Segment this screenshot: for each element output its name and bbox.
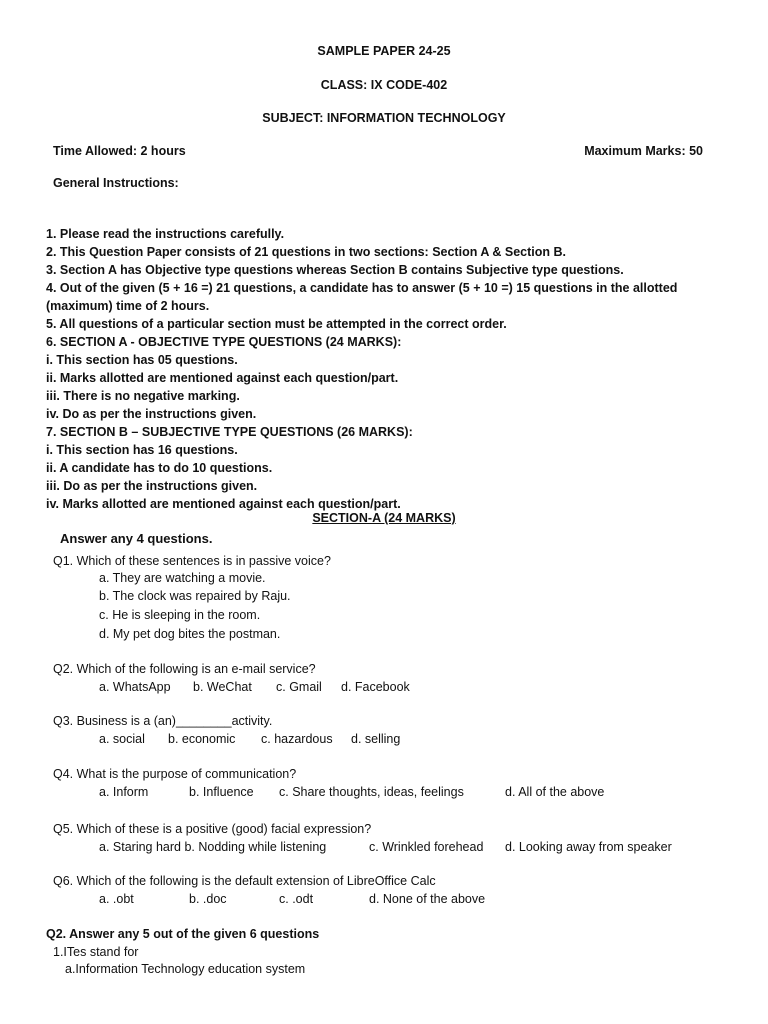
q2-option-d: d. Facebook: [341, 680, 410, 694]
question-3: Q3. Business is a (an)________activity.: [53, 714, 273, 728]
q3-option-b: b. economic: [168, 732, 236, 746]
instruction-line: (maximum) time of 2 hours.: [46, 299, 210, 313]
q4-option-c: c. Share thoughts, ideas, feelings: [279, 785, 464, 799]
instruction-line: 6. SECTION A - OBJECTIVE TYPE QUESTIONS (24 MARKS):: [46, 335, 402, 349]
time-allowed: Time Allowed: 2 hours: [53, 144, 186, 158]
q4-option-d: d. All of the above: [505, 785, 605, 799]
q3-option-d: d. selling: [351, 732, 401, 746]
q1-option-d: d. My pet dog bites the postman.: [99, 627, 281, 641]
answer-any-instruction: Answer any 4 questions.: [60, 531, 213, 546]
q4-option-b: b. Influence: [189, 785, 254, 799]
q5-option-d: d. Looking away from speaker: [505, 840, 672, 854]
q6-option-c: c. .odt: [279, 892, 314, 906]
paper-title: SAMPLE PAPER 24-25: [317, 44, 451, 58]
q2-option-a: a. WhatsApp: [99, 680, 171, 694]
question-2: Q2. Which of the following is an e-mail service?: [53, 662, 316, 676]
instruction-line: iii. There is no negative marking.: [46, 389, 240, 403]
instruction-line: i. This section has 16 questions.: [46, 443, 238, 457]
q1-option-c: c. He is sleeping in the room.: [99, 608, 261, 622]
class-code: CLASS: IX CODE-402: [320, 78, 448, 92]
q2-section-heading: Q2. Answer any 5 out of the given 6 questions: [46, 927, 320, 941]
instruction-line: iii. Do as per the instructions given.: [46, 479, 258, 493]
q2-sub-question-1: 1.ITes stand for: [53, 945, 139, 959]
q3-option-a: a. social: [99, 732, 145, 746]
question-5: Q5. Which of these is a positive (good) facial expression?: [53, 822, 372, 836]
q6-option-b: b. .doc: [189, 892, 227, 906]
instruction-line: 3. Section A has Objective type questions whereas Section B contains Subjective type questions.: [46, 263, 624, 277]
q4-option-a: a. Inform: [99, 785, 149, 799]
q3-option-c: c. hazardous: [261, 732, 333, 746]
q5-option-c: c. Wrinkled forehead: [369, 840, 484, 854]
instruction-line: 1. Please read the instructions carefully.: [46, 227, 285, 241]
q2-sub-question-1-option-a: a.Information Technology education system: [65, 962, 306, 976]
instruction-line: 4. Out of the given (5 + 16 =) 21 questions, a candidate has to answer (5 + 10 =) 15 questions in the allotted: [46, 281, 678, 295]
q1-option-b: b. The clock was repaired by Raju.: [99, 589, 291, 603]
q1-option-a: a. They are watching a movie.: [99, 571, 266, 585]
q6-option-a: a. .obt: [99, 892, 134, 906]
question-6: Q6. Which of the following is the default extension of LibreOffice Calc: [53, 874, 436, 888]
subject: SUBJECT: INFORMATION TECHNOLOGY: [262, 111, 506, 125]
maximum-marks: Maximum Marks: 50: [584, 144, 703, 158]
instruction-line: ii. A candidate has to do 10 questions.: [46, 461, 273, 475]
general-instructions-label: General Instructions:: [53, 176, 179, 190]
q5-options-a-b: a. Staring hard b. Nodding while listening: [99, 840, 327, 854]
instruction-line: 7. SECTION B – SUBJECTIVE TYPE QUESTIONS (26 MARKS):: [46, 425, 413, 439]
q6-option-d: d. None of the above: [369, 892, 486, 906]
instruction-line: i. This section has 05 questions.: [46, 353, 238, 367]
instruction-line: iv. Marks allotted are mentioned against each question/part.: [46, 497, 401, 511]
instruction-line: 2. This Question Paper consists of 21 questions in two sections: Section A & Section B.: [46, 245, 567, 259]
question-4: Q4. What is the purpose of communication?: [53, 767, 297, 781]
question-1: Q1. Which of these sentences is in passive voice?: [53, 554, 331, 568]
q2-option-c: c. Gmail: [276, 680, 322, 694]
instruction-line: 5. All questions of a particular section must be attempted in the correct order.: [46, 317, 507, 331]
instructions-list: [46, 225, 677, 513]
section-a-heading: SECTION-A (24 MARKS): [312, 511, 456, 525]
instruction-line: iv. Do as per the instructions given.: [46, 407, 257, 421]
q2-option-b: b. WeChat: [193, 680, 252, 694]
instruction-line: ii. Marks allotted are mentioned against each question/part.: [46, 371, 399, 385]
